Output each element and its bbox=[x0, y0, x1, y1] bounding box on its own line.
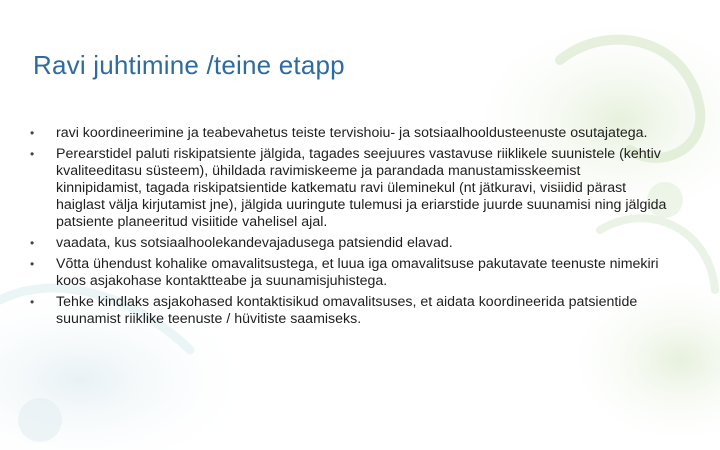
bullet-item bbox=[30, 146, 670, 231]
bullet-item bbox=[30, 256, 670, 290]
bullet-text: vaadata, kus sotsiaalhoolekandevajadusega patsiendid elavad. bbox=[56, 235, 453, 251]
bullet-text: Perearstidel paluti riskipatsiente jälgida, tagades seejuures vastavuse riiklikele suunistele (kehtiv kvaliteeditasu süsteem), ühildada ravimiskeeme ja parandada manustamisskeemist kinnipidamist, tagada riskipatsientide katkematu ravi üleminekul (nt jätkuravi, visiidid pärast haiglast välja kirjutamist jne), jälgida uuringute tulemusi ja eriarstide juurde suunamisi ning jälgida patsiente planeeritud visiitide vahelisel ajal. bbox=[56, 146, 667, 230]
bullet-item bbox=[30, 125, 670, 142]
bullet-icon: • bbox=[30, 147, 35, 161]
bullet-text: Tehke kindlaks asjakohased kontaktisikud omavalitsuses, et aidata koordineerida patsientide suunamist riiklike teenuste / hüvitiste saamiseks. bbox=[56, 294, 638, 327]
bullet-text: Võtta ühendust kohalike omavalitsustega, et luua iga omavalitsuse pakutavate teenuste nimekiri koos asjakohase kontaktteabe ja suunamisjuhistega. bbox=[56, 256, 659, 289]
bullet-text: ravi koordineerimine ja teabevahetus teiste tervishoiu- ja sotsiaalhooldusteenuste osutajatega. bbox=[56, 125, 648, 141]
bullet-icon: • bbox=[30, 236, 35, 250]
bullet-icon: • bbox=[30, 126, 35, 140]
bullet-list bbox=[30, 125, 670, 332]
bullet-icon: • bbox=[30, 295, 35, 309]
bullet-icon: • bbox=[30, 257, 35, 271]
bullet-item bbox=[30, 235, 670, 252]
bullet-item bbox=[30, 294, 670, 328]
slide-title: Ravi juhtimine /teine etapp bbox=[33, 50, 345, 80]
